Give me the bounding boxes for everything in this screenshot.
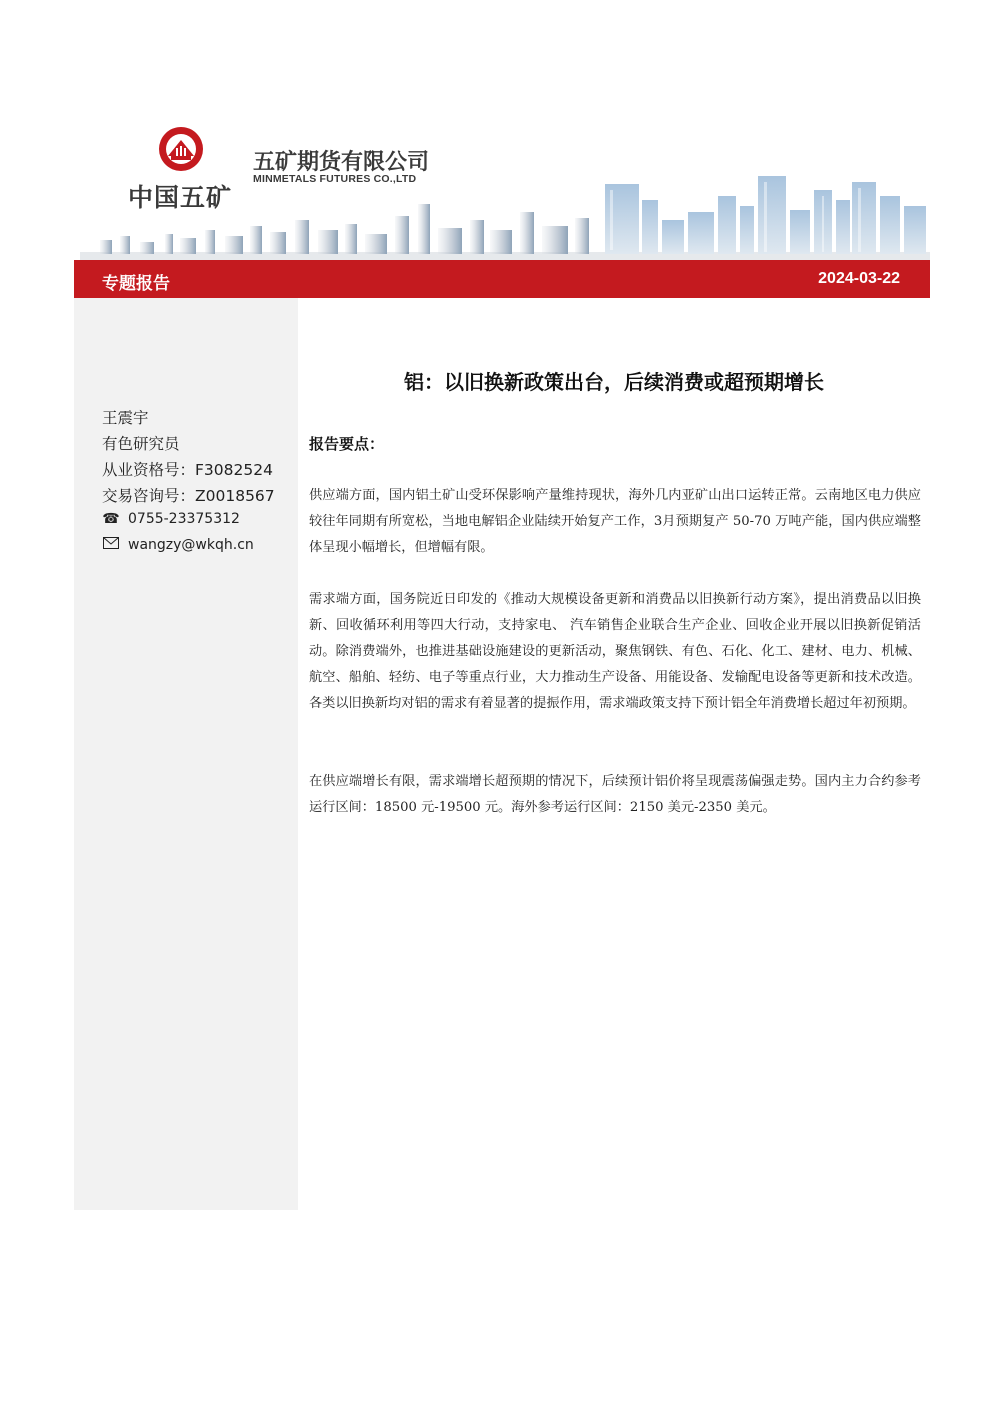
logo-text: 中国五矿 — [128, 183, 233, 212]
paragraph-demand: 需求端方面，国务院近日印发的《推动大规模设备更新和消费品以旧换新行动方案》，提出消费品以旧换新、回收循环利用等四大行动，支持家电、 汽车销售企业联合生产企业、回收企业开展以旧换新促销活动。除消费端外，也推进基础设施建设的更新活动，聚焦钢铁、有色、石化、化工、建材、电力、机械、航空、船舶、轻纺、电子等重点行业，大力推动生产设备、用能设备、发输配电设备等更新和技术改造。各类以旧换新均对铝的需求有着显著的提振作用，需求端政策支持下预计铝全年消费增长超过年初预期。 — [309, 592, 921, 711]
author-sidebar — [74, 298, 298, 1210]
author-consult-number: 交易咨询号：Z0018567 — [102, 487, 275, 505]
author-role: 有色研究员 — [102, 435, 180, 453]
mail-icon — [102, 537, 120, 553]
report-banner — [74, 260, 930, 298]
paragraph-outlook: 在供应端增长有限，需求端增长超预期的情况下，后续预计铝价将呈现震荡偏强走势。国内主力合约参考运行区间：18500 元-19500 元。海外参考运行区间：2150 美元-2350 美元。 — [309, 774, 921, 815]
report-title: 铝：以旧换新政策出台，后续消费或超预期增长 — [404, 370, 824, 394]
phone-number: 0755-23375312 — [128, 511, 240, 527]
phone-icon: ☎ — [102, 511, 120, 527]
company-name-en: MINMETALS FUTURES CO.,LTD — [253, 173, 417, 185]
email-link[interactable]: wangzy@wkqh.cn — [128, 537, 254, 553]
author-name: 王震宇 — [102, 409, 149, 427]
report-date: 2024-03-22 — [818, 270, 900, 287]
author-phone — [102, 511, 240, 527]
report-type-label: 专题报告 — [102, 274, 170, 294]
company-name-cn: 五矿期货有限公司 — [253, 150, 430, 175]
author-qualification: 从业资格号：F3082524 — [102, 461, 273, 479]
city-skyline-image — [80, 160, 930, 260]
key-points-heading: 报告要点： — [309, 435, 385, 453]
paragraph-supply: 供应端方面，国内铝土矿山受环保影响产量维持现状，海外几内亚矿山出口运转正常。云南地区电力供应较往年同期有所宽松，当地电解铝企业陆续开始复产工作，3月预期复产 50-70 万吨产能，国内供应端整体呈现小幅增长，但增幅有限。 — [309, 488, 921, 555]
author-email — [102, 537, 254, 553]
